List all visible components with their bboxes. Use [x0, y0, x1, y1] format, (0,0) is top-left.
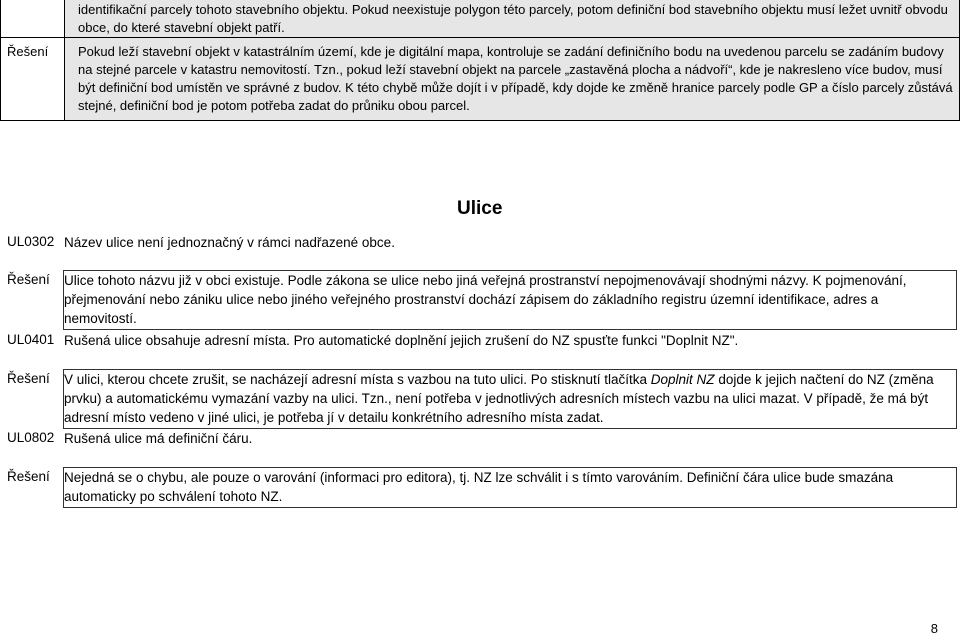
- solution-label: Řešení: [7, 469, 50, 484]
- table-border: [0, 0, 1, 121]
- solution-label: Řešení: [7, 371, 50, 386]
- error-code: UL0302: [7, 234, 55, 249]
- button-name-doplnit-nz: Doplnit NZ: [650, 372, 715, 387]
- table-border: [0, 37, 960, 38]
- error-title: Název ulice není jednoznačný v rámci nadřazené obce.: [64, 235, 395, 250]
- page-number: 8: [930, 621, 938, 636]
- solution-text: V ulici, kterou chcete zrušit, se nacházejí adresní místa s vazbou na tuto ulici. Po stisknutí tlačítka Doplnit NZ dojde k jejich načtení do NZ (změna prvku) a automatickému vymazání vazby na ulici. Tzn., není potřeba v jednotlivých adresních místech vazbu na ulici mazat. V případě, že má být adresní místo vedeno v jiné ulici, je potřeba jí v detailu konkrétního adresního místa zadat.: [64, 372, 934, 425]
- continued-text: identifikační parcely tohoto stavebního objektu. Pokud neexistuje polygon této parcely, potom definiční bod stavebního objektu musí ležet uvnitř obvodu obce, do které stavební objekt patří.: [78, 2, 948, 35]
- solution-label: Řešení: [7, 272, 50, 287]
- previous-error-table: [0, 0, 960, 121]
- error-code: UL0802: [7, 430, 55, 445]
- section-title: Ulice: [457, 198, 503, 219]
- solution-label: Řešení: [7, 44, 49, 59]
- solution-text: Pokud leží stavební objekt v katastrálním území, kde je digitální mapa, kontroluje se zadání definičního bodu na uvedenou parcelu se zadáním budovy na stejné parcele v katastru nemovitostí. Tzn., pokud leží stavební objekt na parcele „zastavěná plocha a nádvoří“, kde je nakresleno více budov, musí být definiční bod umístěn ve správné z budov. K této chybě může dojít i v případě, kdy dojde ke změně hranice parcely podle GP a číslo parcely zůstává stejné, definiční bod je potom potřeba zadat do průniku obou parcel.: [78, 44, 953, 113]
- table-border: [64, 0, 65, 121]
- error-title: Rušená ulice obsahuje adresní místa. Pro automatické doplnění jejich zrušení do NZ spusťte funkci "Doplnit NZ".: [64, 333, 739, 348]
- solution-text: Nejedná se o chybu, ale pouze o varování (informaci pro editora), tj. NZ lze schválit i s tímto varováním. Definiční čára ulice bude smazána automaticky po schválení tohoto NZ.: [64, 470, 894, 504]
- table-border: [0, 120, 960, 121]
- error-code: UL0401: [7, 332, 55, 347]
- solution-text: Ulice tohoto názvu již v obci existuje. Podle zákona se ulice nebo jiná veřejná prostranství nepojmenovávají shodnými názvy. K pojmenování, přejmenování nebo zániku ulice nebo jiného veřejného prostranství dochází zápisem do základního registru územní identifikace, adres a nemovitostí.: [64, 273, 907, 326]
- error-title: Rušená ulice má definiční čáru.: [64, 431, 253, 446]
